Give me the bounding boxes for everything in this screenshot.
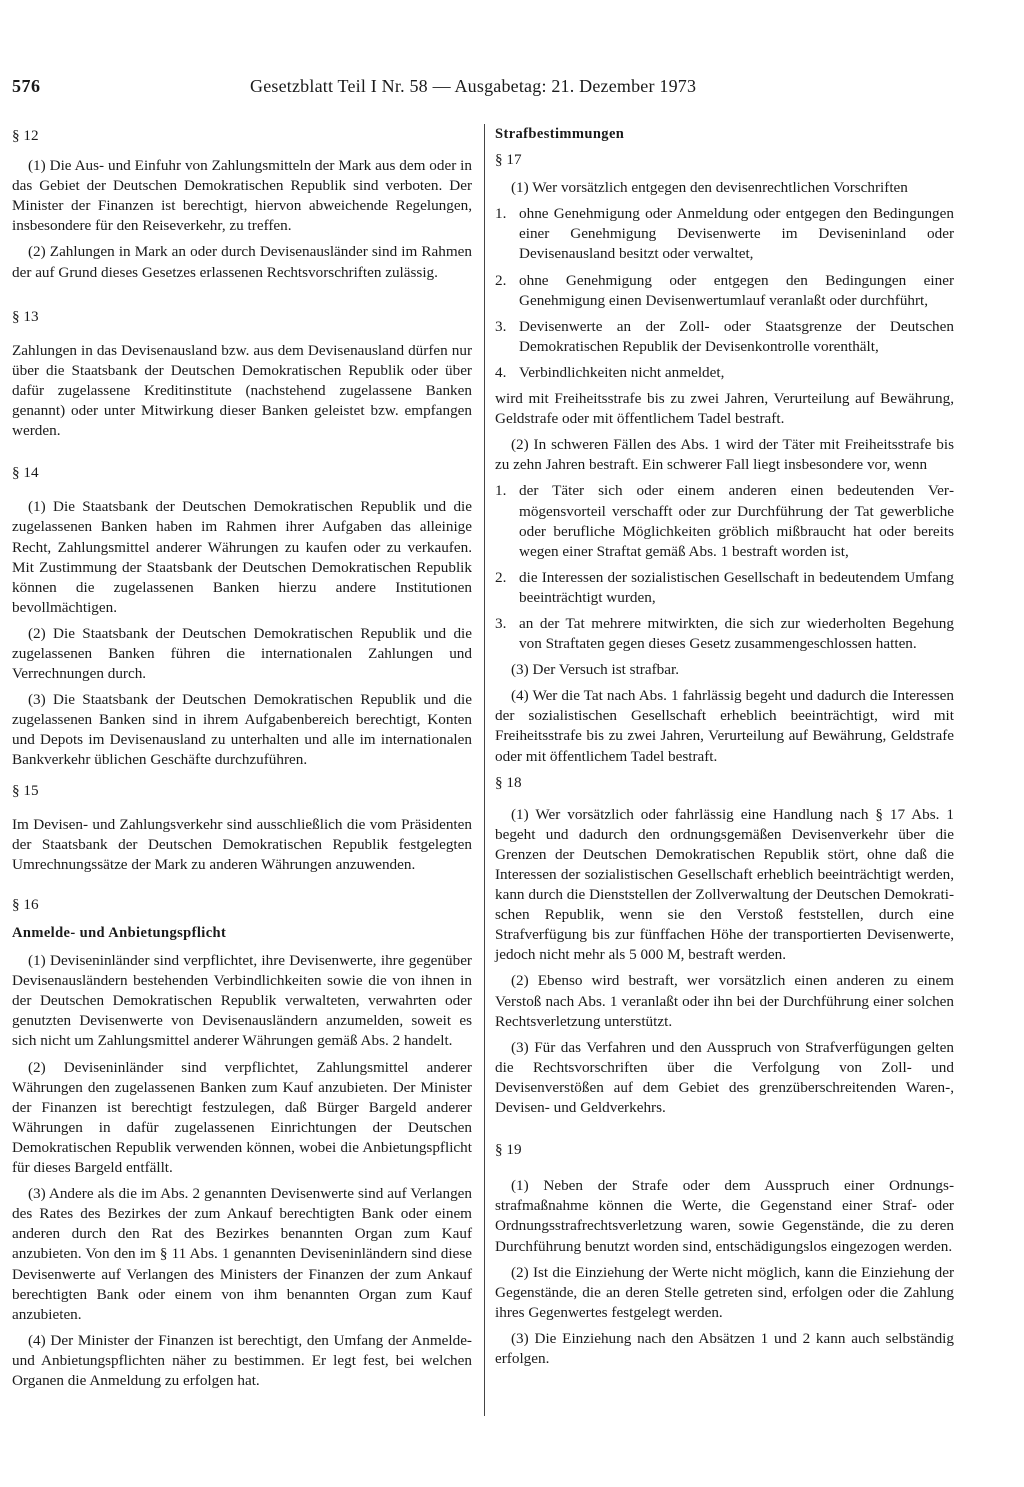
list-number: 1. bbox=[495, 205, 507, 223]
list-item bbox=[495, 568, 954, 608]
list-item bbox=[495, 481, 954, 561]
section-rubric: Anmelde- und Anbietungspflicht bbox=[12, 925, 227, 941]
list-text: ohne Genehmigung oder Anmeldung oder entgegen den Bedingungen einer Genehmigung Devisenwerte im Deviseninland oder Devisenausland besitzt oder verwaltet, bbox=[519, 205, 954, 263]
paragraph: (3) Die Einziehung nach den Absätzen 1 und 2 kann auch selbständig erfolgen. bbox=[495, 1329, 954, 1367]
paragraph: wird mit Freiheitsstrafe bis zu zwei Jahren, Verurteilung auf Bewährung, Geldstrafe oder mit öffentlichem Tadel bestraft. bbox=[495, 390, 954, 428]
column-divider bbox=[484, 124, 485, 1416]
section-12 bbox=[12, 126, 472, 283]
paragraph: (2) Deviseninländer sind verpflichtet, Zahlungsmittel anderer Währungen den zugelassenen Banken zum Kauf anzubieten. Der Minister der Finanzen ist berechtigt festzulegen, daß Bürger Bargeld anderer Währungen in dafür zugelassenen Einrichtungen der Deutschen Demokratischen Republik verwenden können, wobei die Anbietungspflicht für dieses Bargeld entfällt. bbox=[12, 1058, 472, 1177]
section-18 bbox=[495, 773, 954, 1119]
section-heading: § 12 bbox=[12, 127, 39, 144]
paragraph: (2) Die Staatsbank der Deutschen Demokratischen Republik und die zugelassenen Banken führen die internationalen Zahlungen und Verrechnungen durch. bbox=[12, 624, 472, 683]
section-heading: § 13 bbox=[12, 307, 39, 325]
list-item bbox=[495, 317, 954, 357]
list-item bbox=[495, 204, 954, 264]
list-item bbox=[495, 271, 954, 311]
section-heading: § 15 bbox=[12, 781, 39, 799]
list-number: 3. bbox=[495, 614, 507, 632]
paragraph: Im Devisen- und Zahlungsverkehr sind ausschließlich die vom Präsidenten der Staatsbank der Deutschen Demokratischen Republik festgelegten Umrechnungssätze der Mark zu anderen Währungen anzuwenden. bbox=[12, 815, 472, 873]
paragraph: (2) Ebenso wird bestraft, wer vorsätzlich einen anderen zu einem Verstoß nach Abs. 1 veranlaßt oder ihn bei der Durchführung einer solchen Rechtsverletzung unterstützt. bbox=[495, 972, 954, 1030]
section-19 bbox=[495, 1140, 954, 1369]
list-number: 2. bbox=[495, 271, 507, 289]
paragraph: (1) Deviseninländer sind verpflichtet, ihre Devisenwerte, ihre gegenüber Devisenausländern bestehenden Verbindlichkeiten sowie die von ihnen in der Deutschen Demokratischen Republik verwalteten, verwahrten oder genutzten Devisenwerte von Devisenausländern anzumelden, soweit es sich nicht um Zahlungsmittel anderer Währungen gemäß Abs. 2 handelt. bbox=[12, 952, 472, 1050]
list-text: die Interessen der sozialistischen Gesellschaft in bedeutendem Umfang beeinträchtigt wurden, bbox=[519, 568, 954, 606]
list-number: 4. bbox=[495, 363, 507, 381]
paragraph: (4) Der Minister der Finanzen ist berechtigt, den Umfang der Anmelde- und Anbietungspflichten näher zu bestimmen. Er legt fest, bei welchen Organen die Anmeldung zu erfolgen hat. bbox=[12, 1331, 472, 1389]
section-heading: § 17 bbox=[495, 151, 522, 169]
paragraph: (3) Für das Verfahren und den Ausspruch von Strafverfügungen gelten die Rechtsvorschriften über die Verfolgung von Zoll- und Devisenverstößen auf dem Gebiet des grenzüberschreitenden Waren-, Devisen- und Geldverkehrs. bbox=[495, 1038, 954, 1117]
list-text: der Täter sich oder einem anderen einen bedeutenden Vermögensvorteil verschafft oder zur Durchführung der Tat gewerbliche oder berufliche Möglichkeiten gröblich mißbraucht hat oder bereits wegen einer Straftat gemäß Abs. 1 bestraft worden ist, bbox=[519, 482, 954, 560]
paragraph: (1) Neben der Strafe oder dem Ausspruch einer Ordnungsstrafmaßnahme können die Werte, die Gegenstand einer Straf- oder Ordnungsstrafrechtsverletzung waren, sowie Gegenstände, die zu deren Durchführung benutzt worden sind, entschädigungslos eingezogen werden. bbox=[495, 1177, 954, 1255]
section-17 bbox=[495, 150, 954, 767]
section-heading: § 14 bbox=[12, 464, 39, 482]
list-text: Devisenwerte an der Zoll- oder Staatsgrenze der Deutschen Demokratischen Republik der Devisenkontrolle vorenthält, bbox=[519, 317, 954, 355]
section-13 bbox=[12, 307, 472, 442]
left-column bbox=[12, 120, 472, 1397]
paragraph: (2) Ist die Einziehung der Werte nicht möglich, kann die Einziehung der Gegenstände, die an deren Stelle getreten sind, erfolgen oder die Zahlung ihres Gegenwertes festgelegt werden. bbox=[495, 1263, 954, 1321]
list-number: 1. bbox=[495, 482, 507, 500]
paragraph: Zahlungen in das Devisenausland bzw. aus dem Devisenausland dürfen nur über die Staatsbank der Deutschen Demokratischen Republik oder über dafür zugelassene Kreditinstitute (nachstehend zugelassene Banken genannt) oder unter Mitwirkung dieser Banken geleistet bzw. empfangen werden. bbox=[12, 341, 472, 440]
paragraph: (2) In schweren Fällen des Abs. 1 wird der Täter mit Freiheitsstrafe bis zu zehn Jahren bestraft. Ein schwerer Fall liegt insbesondere vor, wenn bbox=[495, 436, 954, 474]
paragraph: (3) Andere als die im Abs. 2 genannten Devisenwerte sind auf Verlangen des Rates des Bezirkes der zum Ankauf berechtigten Bank oder einem anderen durch den Rat des Bezirkes benannten Organ zum Kauf anzubieten. Von den im § 11 Abs. 1 genannten Deviseninländern sind diese Devisenwerte auf Verlangen des Ministers der Finanzen der zum Ankauf berechtigten Bank oder einem von ihm benannten Organ zum Kauf anzubieten. bbox=[12, 1185, 472, 1323]
list-text: Verbindlichkeiten nicht anmeldet, bbox=[519, 363, 725, 381]
paragraph: (4) Wer die Tat nach Abs. 1 fahrlässig begeht und dadurch die Interessen der sozialistischen Gesellschaft erheblich beeinträchtigt, wird mit Freiheitsstrafe bis zu zwei Jahren, Verurteilung auf Bewährung, Geldstrafe oder mit öffentlichem Tadel bestraft. bbox=[495, 687, 954, 765]
paragraph: (3) Der Versuch ist strafbar. bbox=[511, 661, 679, 679]
section-heading: § 16 bbox=[12, 895, 39, 913]
running-head: Gesetzblatt Teil I Nr. 58 — Ausgabetag: 21. Dezember 1973 bbox=[250, 76, 697, 96]
list-text: ohne Genehmigung oder entgegen den Bedingungen einer Genehmigung einen Devisenwertumlauf veranlaßt oder durchführt, bbox=[519, 271, 954, 309]
section-heading: § 19 bbox=[495, 1141, 522, 1159]
list-item bbox=[495, 614, 954, 654]
paragraph: (3) Die Staatsbank der Deutschen Demokratischen Republik und die zugelassenen Banken sind in ihrem Aufgabenbereich berechtigt, Konten und Depots im Devisenausland zu unterhalten und alle im internationalen Bankverkehr üblichen Geschäfte durchzuführen. bbox=[12, 691, 472, 769]
list-number: 2. bbox=[495, 568, 507, 586]
section-heading: § 18 bbox=[495, 773, 522, 791]
list-item bbox=[495, 363, 954, 383]
list-number: 3. bbox=[495, 317, 507, 335]
page-number: 576 bbox=[12, 76, 41, 96]
section-14 bbox=[12, 463, 472, 770]
page-header bbox=[0, 0, 1024, 110]
paragraph: (1) Wer vorsätzlich entgegen den devisenrechtlichen Vorschriften bbox=[511, 179, 908, 197]
right-column bbox=[495, 120, 954, 1375]
paragraph: (2) Zahlungen in Mark an oder durch Devisenausländer sind im Rahmen der auf Grund dieses Gesetzes erlassenen Rechtsvorschriften zulässig. bbox=[12, 243, 472, 281]
rubric-strafbestimmungen: Strafbestimmungen bbox=[495, 126, 625, 142]
paragraph: (1) Die Staatsbank der Deutschen Demokratischen Republik und die zugelassenen Banken haben im Rahmen ihrer Aufgaben das alleinige Recht, Zahlungsmittel anderer Währungen zu kaufen oder zu verkaufen. Mit Zustimmung der Staatsbank der Deutschen Demokratischen Republik können die zugelassenen Banken hierzu andere Institutionen bevollmächtigen. bbox=[12, 498, 472, 616]
section-16 bbox=[12, 895, 472, 1391]
list-text: an der Tat mehrere mitwirkten, die sich zur wiederholten Begehung von Straftaten gegen dieses Gesetz zusammengeschlossen hatten. bbox=[519, 614, 954, 653]
paragraph: (1) Wer vorsätzlich oder fahrlässig eine Handlung nach § 17 Abs. 1 begeht und dadurch den ordnungsgemäßen Devisenverkehr über die Grenzen der Deutschen Demokratischen Republik stört, ohne daß die Interessen der sozialistischen Gesellschaft erheblich beeinträchtigt werden, kann durch die Dienststellen der Zollverwaltung der Deutschen Demokratischen Republik, wenn sie den Verstoß feststellen, durch eine Strafverfügung bis zur fünffachen Höhe der transportierten Devisenwerte, jedoch nicht mehr als 5 000 M, bestraft werden. bbox=[495, 805, 954, 964]
section-15 bbox=[12, 781, 472, 875]
paragraph: (1) Die Aus- und Einfuhr von Zahlungsmitteln der Mark aus dem oder in das Gebiet der Deutschen Demokratischen Republik sind verboten. Der Minister der Finanzen ist berechtigt, hiervon abweichende Regelungen, insbesondere für den Reiseverkehr, zu treffen. bbox=[12, 157, 472, 235]
